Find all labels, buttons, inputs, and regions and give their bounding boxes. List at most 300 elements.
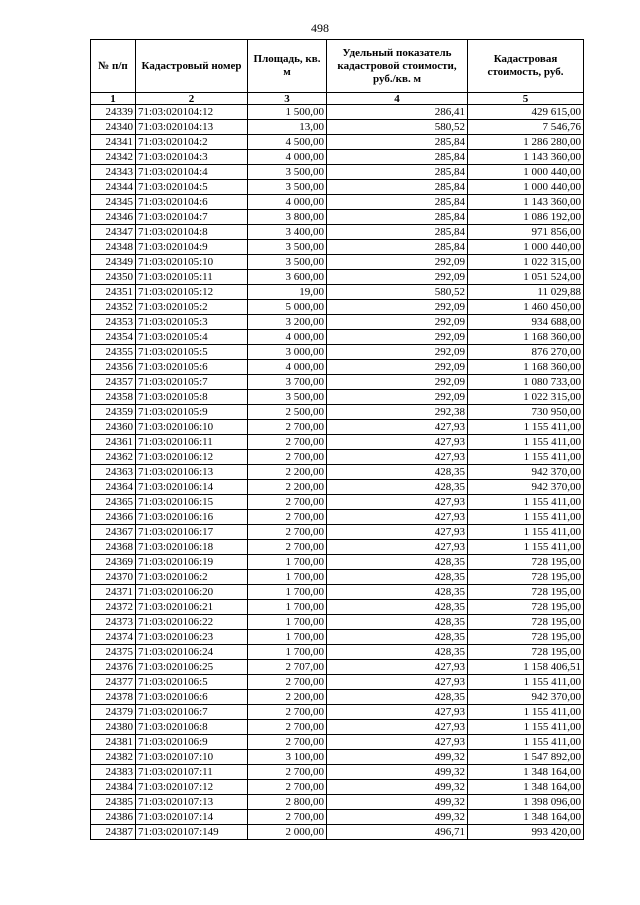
area-cell: 2 700,00 <box>248 435 327 450</box>
area-cell: 5 000,00 <box>248 300 327 315</box>
row-index-cell: 24383 <box>91 765 136 780</box>
cadastral-value-cell: 993 420,00 <box>468 825 584 840</box>
header-cadastral-value: Кадастровая стоимость, руб. <box>468 40 584 93</box>
cadastral-number-cell: 71:03:020105:7 <box>136 375 248 390</box>
cadastral-number-cell: 71:03:020106:25 <box>136 660 248 675</box>
cadastral-number-cell: 71:03:020107:149 <box>136 825 248 840</box>
area-cell: 4 000,00 <box>248 195 327 210</box>
row-index-cell: 24352 <box>91 300 136 315</box>
row-index-cell: 24386 <box>91 810 136 825</box>
table-row <box>91 420 584 435</box>
cadastral-value-cell: 1 080 733,00 <box>468 375 584 390</box>
area-cell: 2 700,00 <box>248 450 327 465</box>
area-cell: 2 700,00 <box>248 525 327 540</box>
unit-value-cell: 427,93 <box>327 540 468 555</box>
cadastral-number-cell: 71:03:020107:10 <box>136 750 248 765</box>
unit-value-cell: 427,93 <box>327 705 468 720</box>
cadastral-number-cell: 71:03:020106:20 <box>136 585 248 600</box>
area-cell: 3 500,00 <box>248 165 327 180</box>
cadastral-value-cell: 1 051 524,00 <box>468 270 584 285</box>
table-row <box>91 585 584 600</box>
cadastral-number-cell: 71:03:020104:4 <box>136 165 248 180</box>
area-cell: 3 400,00 <box>248 225 327 240</box>
unit-value-cell: 428,35 <box>327 465 468 480</box>
unit-value-cell: 285,84 <box>327 180 468 195</box>
column-number: 4 <box>327 93 468 105</box>
area-cell: 3 200,00 <box>248 315 327 330</box>
row-index-cell: 24376 <box>91 660 136 675</box>
row-index-cell: 24374 <box>91 630 136 645</box>
cadastral-number-cell: 71:03:020106:17 <box>136 525 248 540</box>
row-index-cell: 24354 <box>91 330 136 345</box>
header-row <box>91 40 584 93</box>
area-cell: 4 000,00 <box>248 150 327 165</box>
unit-value-cell: 427,93 <box>327 435 468 450</box>
unit-value-cell: 428,35 <box>327 645 468 660</box>
area-cell: 2 700,00 <box>248 420 327 435</box>
cadastral-number-cell: 71:03:020106:24 <box>136 645 248 660</box>
table-row <box>91 795 584 810</box>
area-cell: 2 200,00 <box>248 690 327 705</box>
unit-value-cell: 499,32 <box>327 765 468 780</box>
cadastral-number-cell: 71:03:020106:8 <box>136 720 248 735</box>
unit-value-cell: 427,93 <box>327 510 468 525</box>
column-number: 5 <box>468 93 584 105</box>
row-index-cell: 24358 <box>91 390 136 405</box>
column-number: 2 <box>136 93 248 105</box>
unit-value-cell: 428,35 <box>327 480 468 495</box>
cadastral-value-cell: 1 547 892,00 <box>468 750 584 765</box>
row-index-cell: 24385 <box>91 795 136 810</box>
row-index-cell: 24380 <box>91 720 136 735</box>
table-row <box>91 300 584 315</box>
unit-value-cell: 427,93 <box>327 735 468 750</box>
cadastral-number-cell: 71:03:020106:23 <box>136 630 248 645</box>
area-cell: 2 700,00 <box>248 675 327 690</box>
row-index-cell: 24345 <box>91 195 136 210</box>
cadastral-value-cell: 429 615,00 <box>468 105 584 120</box>
cadastral-value-cell: 1 155 411,00 <box>468 720 584 735</box>
unit-value-cell: 285,84 <box>327 240 468 255</box>
table-row <box>91 735 584 750</box>
table-row <box>91 255 584 270</box>
unit-value-cell: 499,32 <box>327 810 468 825</box>
table-row <box>91 600 584 615</box>
cadastral-number-cell: 71:03:020104:2 <box>136 135 248 150</box>
row-index-cell: 24343 <box>91 165 136 180</box>
table-row <box>91 765 584 780</box>
cadastral-value-cell: 1 155 411,00 <box>468 435 584 450</box>
table-row <box>91 120 584 135</box>
cadastral-value-cell: 1 398 096,00 <box>468 795 584 810</box>
table-row <box>91 675 584 690</box>
row-index-cell: 24364 <box>91 480 136 495</box>
table-row <box>91 105 584 120</box>
page-number: 498 <box>311 21 329 35</box>
area-cell: 2 700,00 <box>248 765 327 780</box>
table-row <box>91 285 584 300</box>
cadastral-value-cell: 934 688,00 <box>468 315 584 330</box>
header-area: Площадь, кв. м <box>248 40 327 93</box>
unit-value-cell: 580,52 <box>327 285 468 300</box>
unit-value-cell: 580,52 <box>327 120 468 135</box>
area-cell: 1 500,00 <box>248 105 327 120</box>
area-cell: 4 000,00 <box>248 330 327 345</box>
unit-value-cell: 292,38 <box>327 405 468 420</box>
row-index-cell: 24349 <box>91 255 136 270</box>
table-row <box>91 630 584 645</box>
row-index-cell: 24371 <box>91 585 136 600</box>
area-cell: 2 200,00 <box>248 480 327 495</box>
cadastral-number-cell: 71:03:020106:15 <box>136 495 248 510</box>
cadastral-number-cell: 71:03:020105:9 <box>136 405 248 420</box>
row-index-cell: 24342 <box>91 150 136 165</box>
cadastral-value-cell: 1 155 411,00 <box>468 705 584 720</box>
cadastral-number-cell: 71:03:020104:7 <box>136 210 248 225</box>
table-row <box>91 780 584 795</box>
row-index-cell: 24339 <box>91 105 136 120</box>
cadastral-number-cell: 71:03:020104:5 <box>136 180 248 195</box>
cadastral-number-cell: 71:03:020105:10 <box>136 255 248 270</box>
table-row <box>91 450 584 465</box>
cadastral-number-cell: 71:03:020105:12 <box>136 285 248 300</box>
cadastral-number-cell: 71:03:020105:11 <box>136 270 248 285</box>
cadastral-number-cell: 71:03:020104:6 <box>136 195 248 210</box>
area-cell: 2 700,00 <box>248 810 327 825</box>
cadastral-value-cell: 1 155 411,00 <box>468 675 584 690</box>
row-index-cell: 24356 <box>91 360 136 375</box>
table-row <box>91 810 584 825</box>
header-unit-value: Удельный показатель кадастровой стоимости, руб./кв. м <box>327 40 468 93</box>
area-cell: 2 800,00 <box>248 795 327 810</box>
area-cell: 2 707,00 <box>248 660 327 675</box>
table-row <box>91 465 584 480</box>
cadastral-value-cell: 1 143 360,00 <box>468 195 584 210</box>
cadastral-value-cell: 1 022 315,00 <box>468 255 584 270</box>
area-cell: 3 700,00 <box>248 375 327 390</box>
cadastral-value-cell: 1 000 440,00 <box>468 240 584 255</box>
cadastral-value-cell: 728 195,00 <box>468 555 584 570</box>
cadastral-value-cell: 1 155 411,00 <box>468 540 584 555</box>
area-cell: 2 700,00 <box>248 705 327 720</box>
cadastral-value-cell: 1 086 192,00 <box>468 210 584 225</box>
cadastral-number-cell: 71:03:020104:3 <box>136 150 248 165</box>
row-index-cell: 24360 <box>91 420 136 435</box>
cadastral-number-cell: 71:03:020106:12 <box>136 450 248 465</box>
table-row <box>91 570 584 585</box>
row-index-cell: 24387 <box>91 825 136 840</box>
unit-value-cell: 428,35 <box>327 690 468 705</box>
cadastral-number-cell: 71:03:020104:9 <box>136 240 248 255</box>
cadastral-value-cell: 1 000 440,00 <box>468 165 584 180</box>
row-index-cell: 24357 <box>91 375 136 390</box>
cadastral-value-cell: 1 348 164,00 <box>468 780 584 795</box>
unit-value-cell: 285,84 <box>327 135 468 150</box>
column-number: 3 <box>248 93 327 105</box>
row-index-cell: 24361 <box>91 435 136 450</box>
unit-value-cell: 292,09 <box>327 345 468 360</box>
unit-value-cell: 428,35 <box>327 585 468 600</box>
unit-value-cell: 427,93 <box>327 420 468 435</box>
row-index-cell: 24367 <box>91 525 136 540</box>
cadastral-number-cell: 71:03:020104:8 <box>136 225 248 240</box>
area-cell: 19,00 <box>248 285 327 300</box>
unit-value-cell: 427,93 <box>327 660 468 675</box>
row-index-cell: 24347 <box>91 225 136 240</box>
table-row <box>91 225 584 240</box>
row-index-cell: 24365 <box>91 495 136 510</box>
unit-value-cell: 428,35 <box>327 600 468 615</box>
cadastral-value-cell: 942 370,00 <box>468 465 584 480</box>
row-index-cell: 24366 <box>91 510 136 525</box>
table-row <box>91 360 584 375</box>
table-row <box>91 825 584 840</box>
cadastral-value-cell: 1 348 164,00 <box>468 765 584 780</box>
row-index-cell: 24372 <box>91 600 136 615</box>
unit-value-cell: 496,71 <box>327 825 468 840</box>
unit-value-cell: 499,32 <box>327 750 468 765</box>
cadastral-number-cell: 71:03:020105:6 <box>136 360 248 375</box>
unit-value-cell: 428,35 <box>327 615 468 630</box>
table-row <box>91 435 584 450</box>
area-cell: 1 700,00 <box>248 555 327 570</box>
column-number: 1 <box>91 93 136 105</box>
cadastral-value-cell: 1 155 411,00 <box>468 510 584 525</box>
table-row <box>91 180 584 195</box>
area-cell: 3 500,00 <box>248 240 327 255</box>
cadastral-number-cell: 71:03:020107:11 <box>136 765 248 780</box>
area-cell: 3 500,00 <box>248 255 327 270</box>
cadastral-number-cell: 71:03:020105:8 <box>136 390 248 405</box>
cadastral-number-cell: 71:03:020106:16 <box>136 510 248 525</box>
cadastral-value-cell: 1 155 411,00 <box>468 495 584 510</box>
cadastral-value-cell: 728 195,00 <box>468 600 584 615</box>
area-cell: 2 700,00 <box>248 495 327 510</box>
unit-value-cell: 292,09 <box>327 255 468 270</box>
row-index-cell: 24381 <box>91 735 136 750</box>
unit-value-cell: 285,84 <box>327 150 468 165</box>
row-index-cell: 24359 <box>91 405 136 420</box>
table-row <box>91 150 584 165</box>
area-cell: 1 700,00 <box>248 585 327 600</box>
cadastral-value-cell: 730 950,00 <box>468 405 584 420</box>
table-row <box>91 480 584 495</box>
area-cell: 2 000,00 <box>248 825 327 840</box>
area-cell: 3 600,00 <box>248 270 327 285</box>
area-cell: 2 700,00 <box>248 510 327 525</box>
cadastral-number-cell: 71:03:020106:9 <box>136 735 248 750</box>
area-cell: 2 700,00 <box>248 780 327 795</box>
cadastral-value-cell: 1 022 315,00 <box>468 390 584 405</box>
row-index-cell: 24346 <box>91 210 136 225</box>
cadastral-number-cell: 71:03:020107:12 <box>136 780 248 795</box>
cadastral-value-cell: 942 370,00 <box>468 480 584 495</box>
unit-value-cell: 292,09 <box>327 360 468 375</box>
table-row <box>91 690 584 705</box>
cadastral-value-cell: 1 158 406,51 <box>468 660 584 675</box>
cadastral-value-cell: 1 286 280,00 <box>468 135 584 150</box>
row-index-cell: 24369 <box>91 555 136 570</box>
cadastral-number-cell: 71:03:020105:4 <box>136 330 248 345</box>
row-index-cell: 24370 <box>91 570 136 585</box>
area-cell: 3 100,00 <box>248 750 327 765</box>
row-index-cell: 24378 <box>91 690 136 705</box>
row-index-cell: 24340 <box>91 120 136 135</box>
row-index-cell: 24375 <box>91 645 136 660</box>
cadastral-number-cell: 71:03:020106:5 <box>136 675 248 690</box>
unit-value-cell: 285,84 <box>327 225 468 240</box>
cadastral-value-cell: 728 195,00 <box>468 645 584 660</box>
area-cell: 13,00 <box>248 120 327 135</box>
cadastral-value-cell: 728 195,00 <box>468 570 584 585</box>
cadastral-number-cell: 71:03:020105:2 <box>136 300 248 315</box>
cadastral-number-cell: 71:03:020106:14 <box>136 480 248 495</box>
area-cell: 1 700,00 <box>248 600 327 615</box>
cadastral-number-cell: 71:03:020106:7 <box>136 705 248 720</box>
row-index-cell: 24362 <box>91 450 136 465</box>
cadastral-value-cell: 1 460 450,00 <box>468 300 584 315</box>
area-cell: 1 700,00 <box>248 615 327 630</box>
table-row <box>91 390 584 405</box>
cadastral-number-cell: 71:03:020105:3 <box>136 315 248 330</box>
cadastral-value-cell: 728 195,00 <box>468 615 584 630</box>
table-row <box>91 750 584 765</box>
unit-value-cell: 292,09 <box>327 390 468 405</box>
cadastral-value-cell: 1 155 411,00 <box>468 420 584 435</box>
unit-value-cell: 292,09 <box>327 330 468 345</box>
cadastral-number-cell: 71:03:020106:2 <box>136 570 248 585</box>
area-cell: 2 200,00 <box>248 465 327 480</box>
cadastral-number-cell: 71:03:020104:13 <box>136 120 248 135</box>
unit-value-cell: 427,93 <box>327 495 468 510</box>
row-index-cell: 24344 <box>91 180 136 195</box>
row-index-cell: 24377 <box>91 675 136 690</box>
cadastral-value-cell: 942 370,00 <box>468 690 584 705</box>
cadastral-number-cell: 71:03:020106:6 <box>136 690 248 705</box>
row-index-cell: 24384 <box>91 780 136 795</box>
area-cell: 2 500,00 <box>248 405 327 420</box>
row-index-cell: 24368 <box>91 540 136 555</box>
table-row <box>91 705 584 720</box>
unit-value-cell: 428,35 <box>327 555 468 570</box>
table-body <box>91 105 584 840</box>
table-row <box>91 345 584 360</box>
cadastral-number-cell: 71:03:020106:10 <box>136 420 248 435</box>
cadastral-number-cell: 71:03:020106:21 <box>136 600 248 615</box>
cadastral-value-cell: 1 348 164,00 <box>468 810 584 825</box>
cadastral-value-cell: 728 195,00 <box>468 585 584 600</box>
unit-value-cell: 292,09 <box>327 315 468 330</box>
cadastral-value-cell: 728 195,00 <box>468 630 584 645</box>
unit-value-cell: 292,09 <box>327 375 468 390</box>
unit-value-cell: 292,09 <box>327 300 468 315</box>
table-row <box>91 720 584 735</box>
cadastral-value-cell: 1 155 411,00 <box>468 525 584 540</box>
row-index-cell: 24353 <box>91 315 136 330</box>
area-cell: 2 700,00 <box>248 720 327 735</box>
row-index-cell: 24373 <box>91 615 136 630</box>
area-cell: 3 000,00 <box>248 345 327 360</box>
row-index-cell: 24382 <box>91 750 136 765</box>
unit-value-cell: 286,41 <box>327 105 468 120</box>
row-index-cell: 24341 <box>91 135 136 150</box>
cadastral-number-cell: 71:03:020106:22 <box>136 615 248 630</box>
cadastral-number-cell: 71:03:020104:12 <box>136 105 248 120</box>
area-cell: 2 700,00 <box>248 540 327 555</box>
table-row <box>91 540 584 555</box>
unit-value-cell: 499,32 <box>327 795 468 810</box>
row-index-cell: 24350 <box>91 270 136 285</box>
header-cadastral-number: Кадастровый номер <box>136 40 248 93</box>
cadastral-number-cell: 71:03:020106:18 <box>136 540 248 555</box>
area-cell: 1 700,00 <box>248 570 327 585</box>
unit-value-cell: 427,93 <box>327 450 468 465</box>
cadastral-value-cell: 1 000 440,00 <box>468 180 584 195</box>
unit-value-cell: 285,84 <box>327 210 468 225</box>
unit-value-cell: 427,93 <box>327 675 468 690</box>
cadastral-value-cell: 1 155 411,00 <box>468 735 584 750</box>
unit-value-cell: 428,35 <box>327 570 468 585</box>
table-row <box>91 270 584 285</box>
area-cell: 4 000,00 <box>248 360 327 375</box>
cadastral-value-cell: 1 155 411,00 <box>468 450 584 465</box>
table-row <box>91 210 584 225</box>
table-row <box>91 240 584 255</box>
cadastral-value-table <box>90 39 584 840</box>
area-cell: 3 800,00 <box>248 210 327 225</box>
table-row <box>91 135 584 150</box>
cadastral-value-cell: 1 168 360,00 <box>468 360 584 375</box>
cadastral-value-cell: 1 143 360,00 <box>468 150 584 165</box>
table-row <box>91 495 584 510</box>
unit-value-cell: 292,09 <box>327 270 468 285</box>
row-index-cell: 24351 <box>91 285 136 300</box>
area-cell: 1 700,00 <box>248 630 327 645</box>
table-row <box>91 660 584 675</box>
cadastral-number-cell: 71:03:020105:5 <box>136 345 248 360</box>
table-row <box>91 615 584 630</box>
cadastral-number-cell: 71:03:020107:13 <box>136 795 248 810</box>
table-row <box>91 525 584 540</box>
cadastral-value-cell: 876 270,00 <box>468 345 584 360</box>
table-row <box>91 165 584 180</box>
table-row <box>91 555 584 570</box>
row-index-cell: 24363 <box>91 465 136 480</box>
table-row <box>91 195 584 210</box>
column-number-row <box>91 93 584 105</box>
table-row <box>91 645 584 660</box>
row-index-cell: 24348 <box>91 240 136 255</box>
cadastral-value-cell: 1 168 360,00 <box>468 330 584 345</box>
cadastral-number-cell: 71:03:020106:13 <box>136 465 248 480</box>
table-row <box>91 375 584 390</box>
cadastral-value-cell: 11 029,88 <box>468 285 584 300</box>
cadastral-value-cell: 971 856,00 <box>468 225 584 240</box>
unit-value-cell: 285,84 <box>327 165 468 180</box>
row-index-cell: 24379 <box>91 705 136 720</box>
cadastral-number-cell: 71:03:020106:19 <box>136 555 248 570</box>
table-row <box>91 510 584 525</box>
cadastral-number-cell: 71:03:020106:11 <box>136 435 248 450</box>
table-row <box>91 315 584 330</box>
row-index-cell: 24355 <box>91 345 136 360</box>
cadastral-number-cell: 71:03:020107:14 <box>136 810 248 825</box>
area-cell: 2 700,00 <box>248 735 327 750</box>
unit-value-cell: 285,84 <box>327 195 468 210</box>
unit-value-cell: 499,32 <box>327 780 468 795</box>
unit-value-cell: 427,93 <box>327 720 468 735</box>
area-cell: 4 500,00 <box>248 135 327 150</box>
